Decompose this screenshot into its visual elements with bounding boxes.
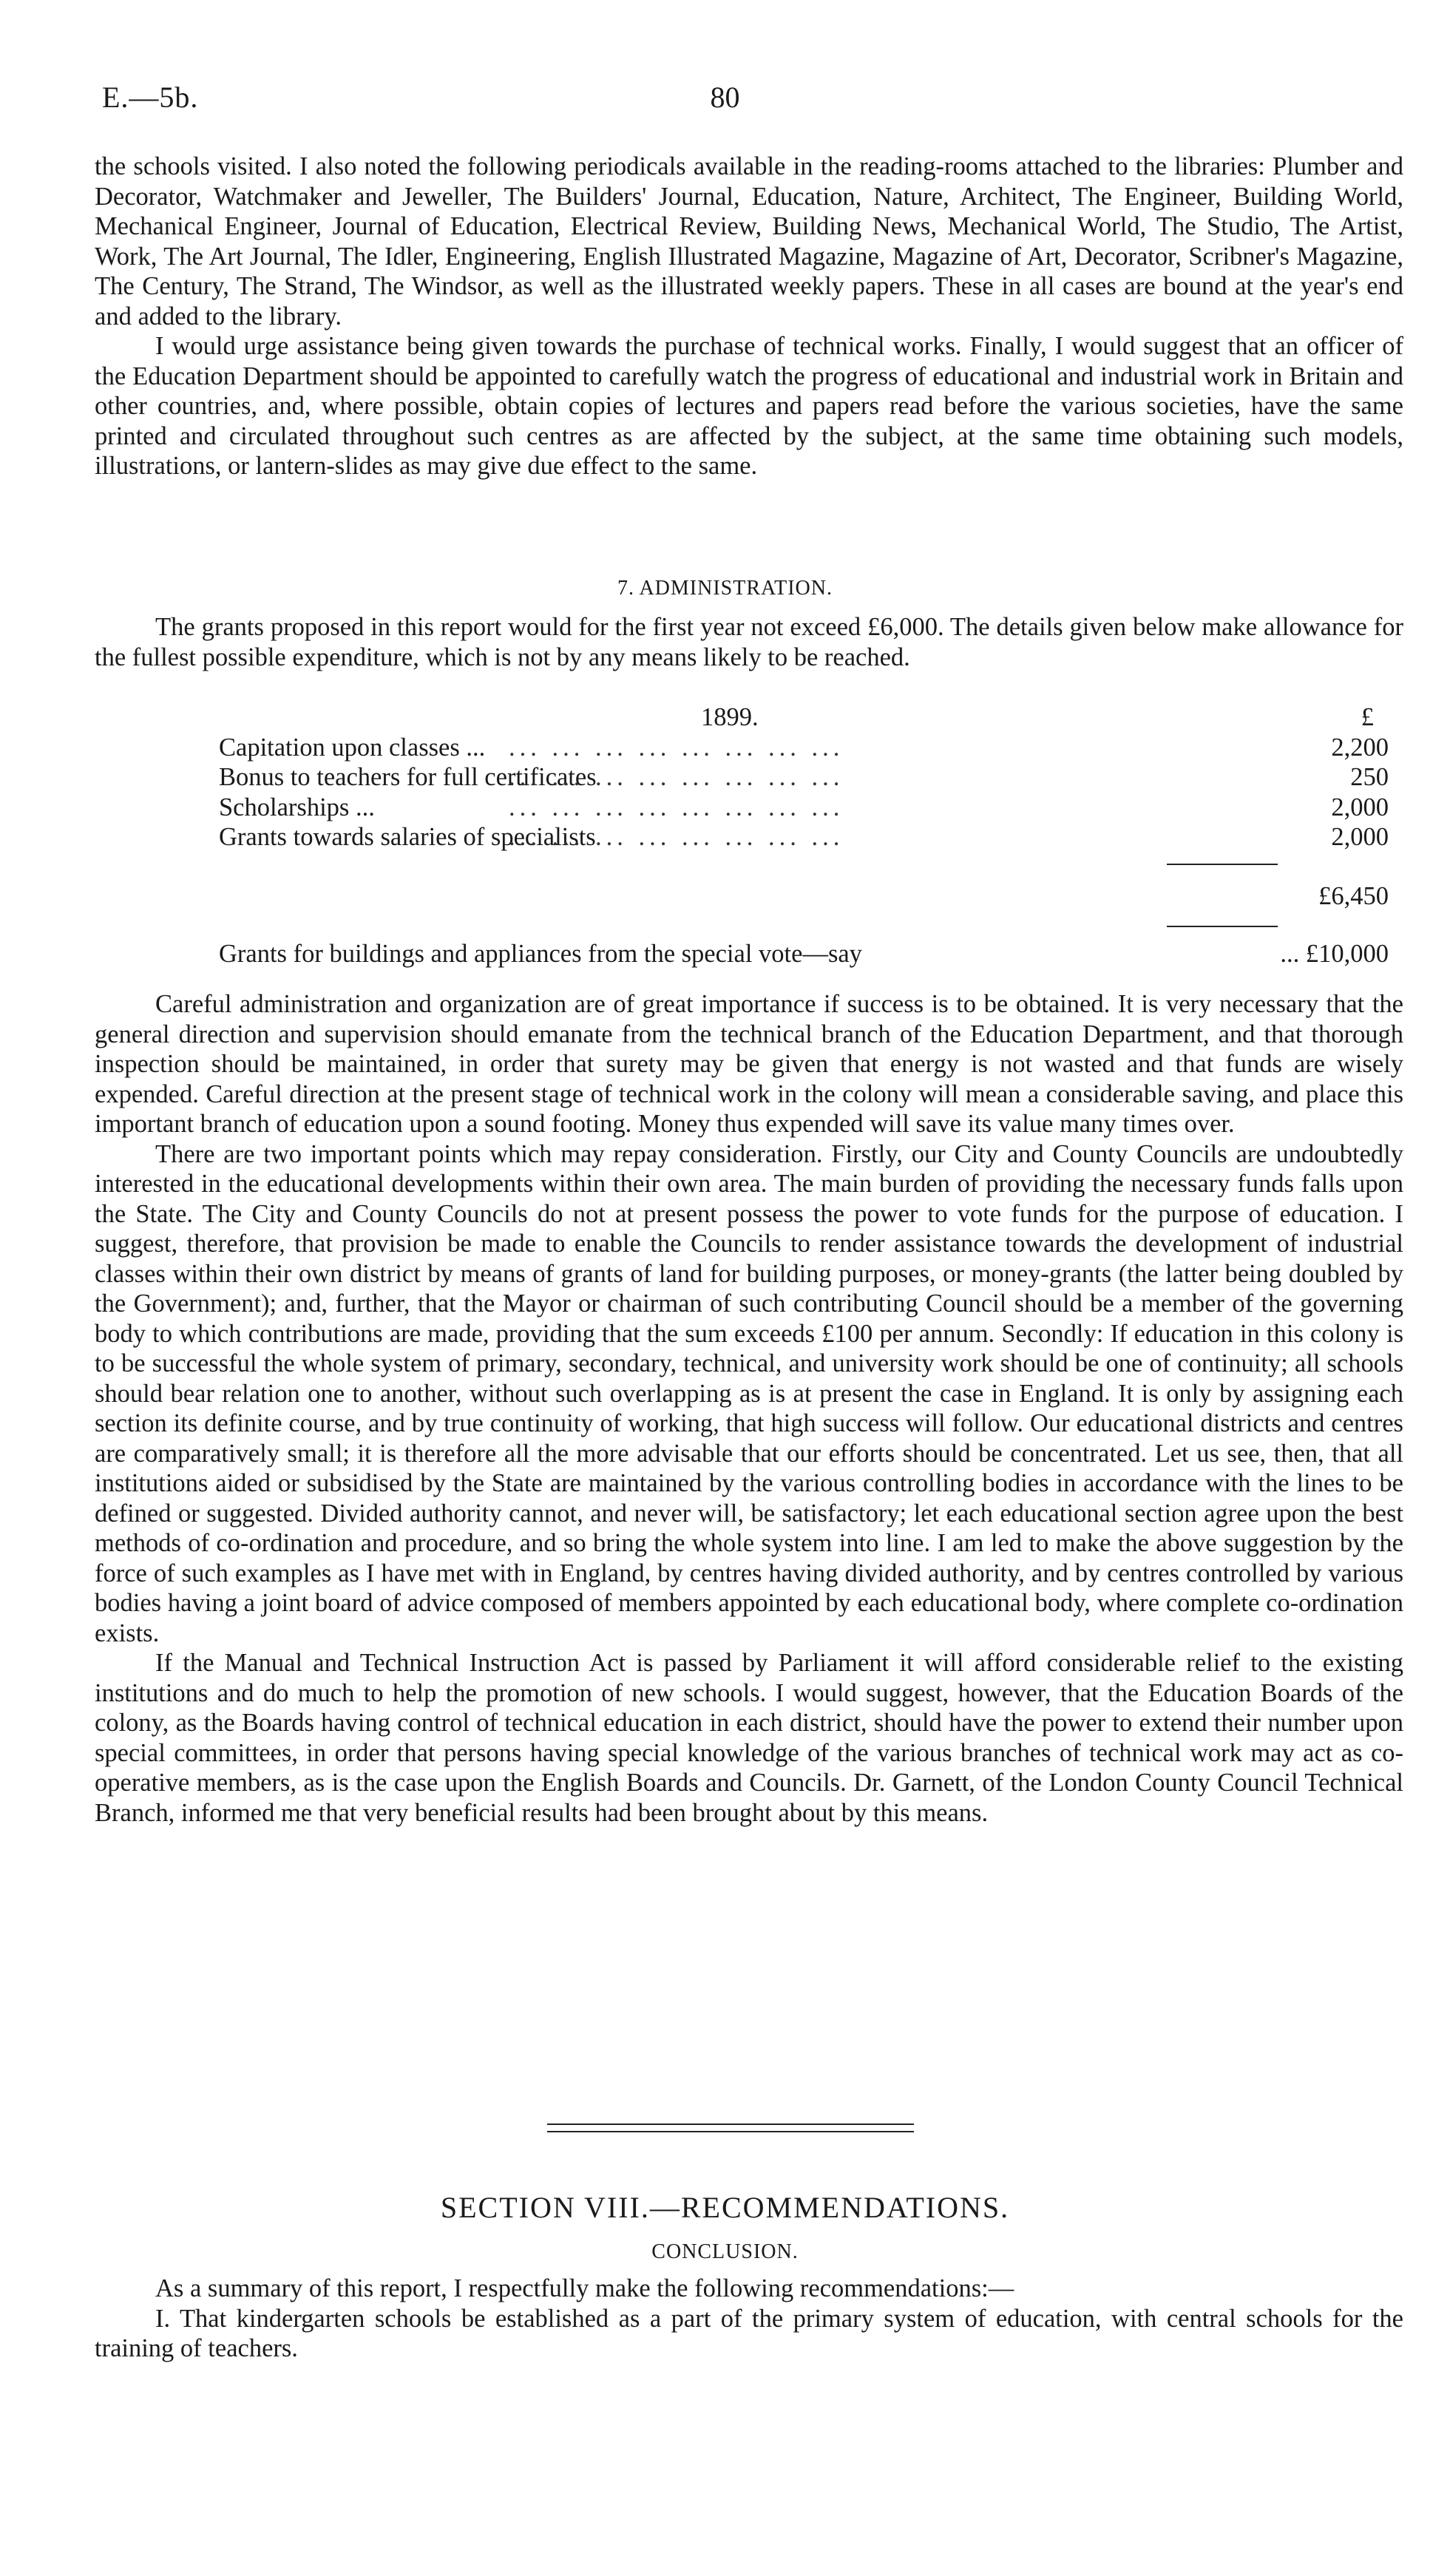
paragraph: I would urge assistance being given towards the purchase of technical works. Finally, I would suggest that an officer of the Education Department should be appointed to carefully watch the progress of educational and industrial work in Britain and other countries, and, where possible, obtain copies of lectures and papers read before the various societies, have the same printed and circulated throughout such centres as are affected by the subject, at the same time obtaining such models, illustrations, or lantern-slides as may give due effect to the same.	[95, 332, 1403, 480]
document-code: E.—5b.	[102, 81, 199, 114]
leader-dots: ... ... ... ... ... ... ... ...	[509, 793, 844, 821]
grants-table	[95, 702, 1403, 853]
administration-heading: 7. ADMINISTRATION.	[617, 577, 833, 600]
subtotal-rule	[1167, 864, 1278, 865]
table-row	[95, 881, 1403, 912]
table-row	[95, 793, 1403, 823]
table-header-row	[95, 702, 1403, 733]
page-number: 80	[710, 81, 740, 114]
total-row	[95, 881, 1403, 912]
section-title: SECTION VIII.—RECOMMENDATIONS.	[440, 2191, 1010, 2224]
leader-dots: ... ... ... ... ... ... ... ...	[509, 763, 844, 791]
buildings-label: Grants for buildings and appliances from the special vote—say	[219, 940, 862, 968]
table-row	[95, 939, 1403, 969]
table-row	[95, 822, 1403, 853]
currency-symbol: £	[1361, 703, 1374, 731]
section-subtitle: CONCLUSION.	[651, 2240, 799, 2263]
table-year: 1899.	[701, 703, 759, 731]
row-amount: 2,000	[1331, 823, 1389, 851]
section-divider	[547, 2123, 914, 2132]
total-rule	[1167, 926, 1278, 927]
leader-dots: ... ... ... ... ... ... ... ...	[509, 733, 844, 762]
row-label: Capitation upon classes ...	[219, 733, 486, 762]
row-amount: 2,200	[1331, 733, 1389, 762]
paragraph: As a summary of this report, I respectfully make the following recommendations:—	[155, 2274, 1014, 2302]
row-label: Grants towards salaries of specialists	[219, 823, 596, 851]
table-row	[95, 762, 1403, 793]
table-row	[95, 733, 1403, 763]
intro-text	[95, 152, 1403, 481]
row-label: Bonus to teachers for full certificates	[219, 763, 597, 791]
row-amount: 250	[1350, 763, 1389, 791]
section8-body	[95, 2274, 1403, 2364]
administration-body	[95, 989, 1403, 1828]
paragraph: the schools visited. I also noted the following periodicals available in the reading-rooms attached to the libraries: Plumber and Decorator, Watchmaker and Jeweller, The Builders' Journal, Education, Nature, Architect, The Engineer, Building World, Mechanical Engineer, Journal of Education, Electrical Review, Building News, Mechanical World, The Studio, The Artist, Work, The Art Journal, The Idler, Engineering, English Illustrated Magazine, Magazine of Art, Decorator, Scribner's Magazine, The Century, The Strand, The Windsor, as well as the illustrated weekly papers. These in all cases are bound at the year's end and added to the library.	[95, 152, 1403, 331]
total-amount: £6,450	[1318, 882, 1389, 910]
buildings-amount: ... £10,000	[1280, 940, 1389, 968]
paragraph: If the Manual and Technical Instruction Act is passed by Parliament it will afford considerable relief to the existing institutions and do much to help the promotion of new schools. I would suggest, however, that the Education Boards of the colony, as the Boards having control of technical education in each district, should have the power to extend their number upon special committees, in order that persons having special knowledge of the various branches of technical work may act as co-operative members, as is the case upon the English Boards and Councils. Dr. Garnett, of the London County Council Technical Branch, informed me that very beneficial results had been brought about by this means.	[95, 1649, 1403, 1827]
row-amount: 2,000	[1331, 793, 1389, 821]
administration-intro	[95, 612, 1403, 672]
paragraph: Careful administration and organization are of great importance if success is to be obtained. It is very necessary that the general direction and supervision should emanate from the technical branch of the Education Department, and that thorough inspection should be maintained, in order that surety may be given that energy is not wasted and that funds are wisely expended. Careful direction at the present stage of technical work in the colony will mean a considerable saving, and place this important branch of education upon a sound footing. Money thus expended will save its value many times over.	[95, 990, 1403, 1138]
paragraph: There are two important points which may repay consideration. Firstly, our City and County Councils are undoubtedly interested in the educational developments within their own area. The main burden of providing the necessary funds falls upon the State. The City and County Councils do not at present possess the power to vote funds for the purpose of education. I suggest, therefore, that provision be made to enable the Councils to render assistance towards the development of industrial classes within their own district by means of grants of land for building purposes, or money-grants (the latter being doubled by the Government); and, further, that the Mayor or chairman of such contributing Council should be a member of the governing body to which contributions are made, providing that the sum exceeds £100 per annum. Secondly: If education in this colony is to be successful the whole system of primary, secondary, technical, and university work should be one of continuity; all schools should bear relation one to another, without such overlapping as is at present the case in England. It is only by assigning each section its definite course, and by true continuity of working, that high success will follow. Our educational districts and centres are comparatively small; it is therefore all the more advisable that our efforts should be concentrated. Let us see, then, that all institutions aided or subsidised by the State are maintained by the various controlling bodies in accordance with the lines to be defined or suggested. Divided authority cannot, and never will, be satisfactory; let each educational section agree upon the best methods of co-ordination and procedure, and so bring the whole system into line. I am led to make the above suggestion by the force of such examples as I have met with in England, by centres having divided authority, and by centres controlled by various bodies having a joint board of advice composed of members appointed by each educational body, where complete co-ordination exists.	[95, 1139, 1403, 1647]
row-label: Scholarships ...	[219, 793, 375, 821]
leader-dots: ... ... ... ... ... ... ... ...	[509, 823, 844, 851]
paragraph: The grants proposed in this report would for the first year not exceed £6,000. The details given below make allowance for the fullest possible expenditure, which is not by any means likely to be reached.	[95, 613, 1403, 671]
paragraph: I. That kindergarten schools be established as a part of the primary system of education, with central schools for the training of teachers.	[95, 2304, 1403, 2362]
buildings-row	[95, 939, 1403, 969]
